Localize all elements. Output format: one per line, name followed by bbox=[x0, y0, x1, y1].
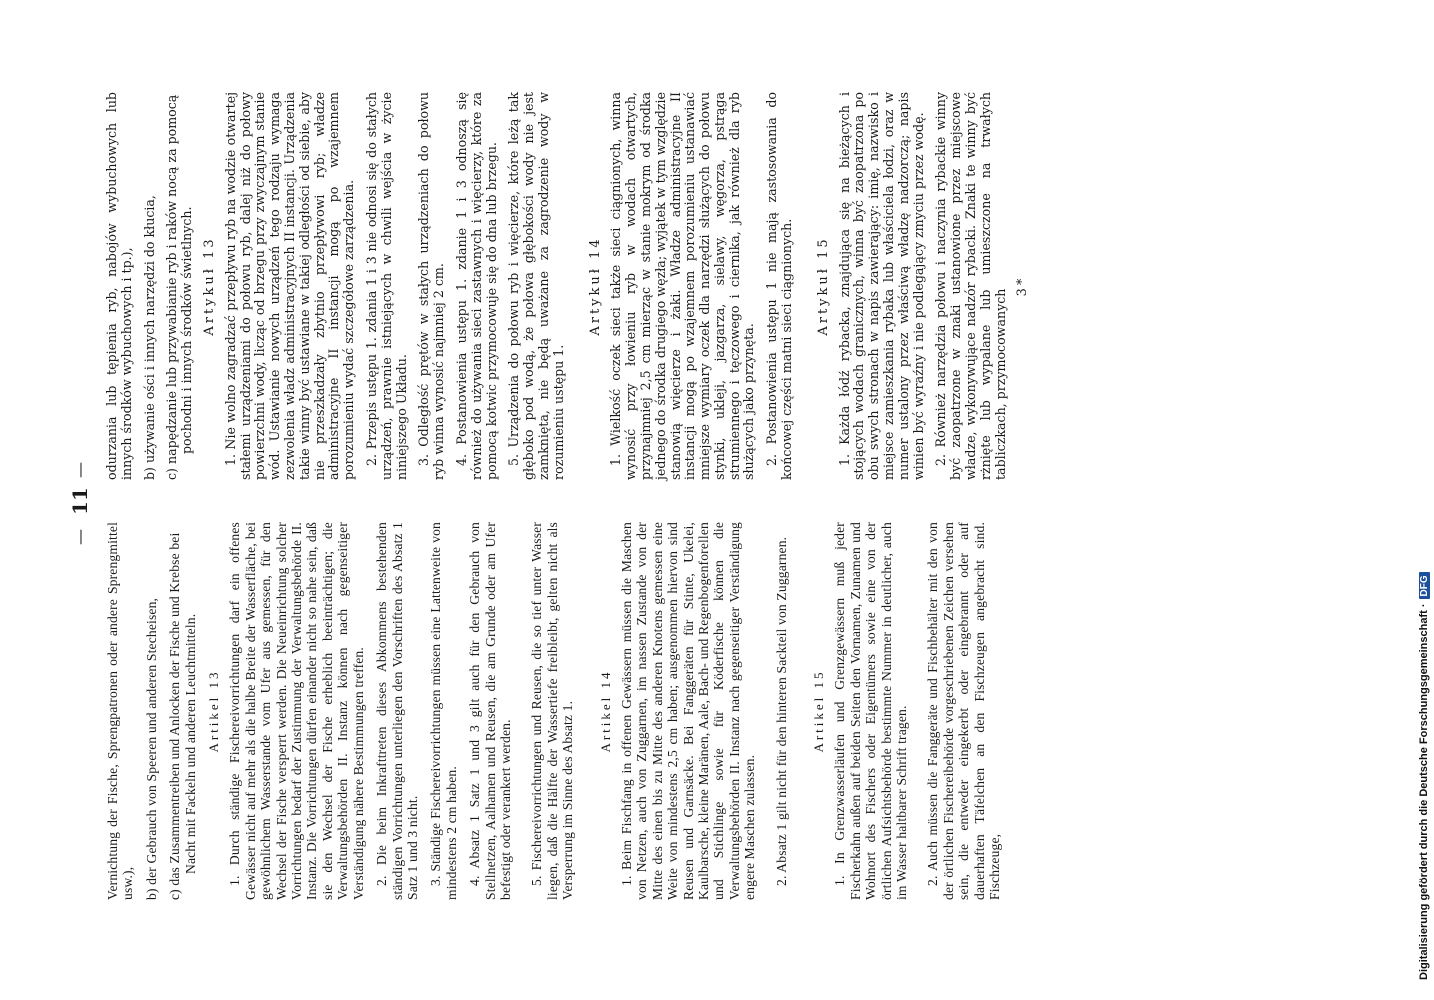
polish-article-13-title: Artykuł 13 bbox=[201, 236, 217, 336]
polish-art13-p3: 3. Odległość prętów w stałych urządzeniach do połowu ryb winna wynosić najmniej 2 cm. bbox=[416, 92, 447, 480]
german-intro: Vernichtung der Fische, Sprengpatronen oder andere Sprengmittel usw.), bbox=[105, 522, 136, 900]
german-article-15-title: Artikel 15 bbox=[811, 669, 827, 753]
polish-item-c: c) napędzanie lub przywabianie ryb i raków nocą za pomocą pochodni i innych środków świetlnych. bbox=[164, 94, 195, 480]
polish-art14-p1: 1. Wielkość oczek sieci także sieci ciągnionych, winna wynosić przy łowieniu ryb w wodach otwartych, przynajmniej 2,5 cm mierząc w stanie mokrym od środka jednego do środka drugiego węzła; wyjątek w tym względzie stanowią więcierze i żaki. Władze administracyjne II instancji mogą po wzajemnem porozumieniu ustanawiać mniejsze wymiary oczek dla narzędzi służących do połowu stynki, ukleji, jazgarza, sielawy, węgorza, pstrąga strumiennego i tęczowego i ciernika, jak również dla ryb służących jako przynęta. bbox=[608, 92, 757, 480]
polish-art13-p5: 5. Urządzenia do połowu ryb i więcierze, które leżą tak głęboko pod wodą, że połowa głębokości wody nie jest zamknięta, nie będą uważane za zagrodzenie wody w rozumieniu ustępu 1. bbox=[506, 92, 566, 480]
header-dash-right: — bbox=[70, 462, 89, 478]
german-art13-p3: 3. Ständige Fischereivorrichtungen müssen eine Lattenweite von mindestens 2 cm haben. bbox=[428, 522, 459, 900]
polish-column bbox=[105, 92, 1037, 480]
polish-art13-p1: 1. Nie wolno zagradzać przepływu ryb na wodzie otwartej stałemi urządzeniami do połowu ryb, dalej niż do połowy powierzchni wody, licząc od brzegu przy zwyczajnym stanie wód. Ustawianie nowych urządzeń tego rodzaju wymaga zezwolenia władz administracyjnych II instancji. Urządzenia takie winny być ustawiane w takiej odległości od siebie, aby nie przeszkadzały zbytnio przepływowi ryb; władze administracyjne II instancji mogą po wzajemnem porozumieniu wydać szczegółowe zarządzenia. bbox=[222, 92, 357, 480]
german-art13-p1: 1. Durch ständige Fischereivorrichtungen darf ein offenes Gewässer nicht auf mehr als die halbe Breite der Wasserfläche, bei gewöhnlichem Wasserstande vom Ufer aus gemessen, für den Wechsel der Fische versperrt werden. Die Neueinrichtung solcher Vorrichtungen bedarf der Zustimmung der Verwaltungsbehörde II. Instanz. Die Vorrichtungen dürfen einander nicht so nahe sein, daß sie den Wechsel der Fische erheblich beeinträchtigen; die Verwaltungsbehörden II. Instanz können nach gegenseitiger Verständigung nähere Bestimmungen treffen. bbox=[227, 522, 366, 900]
digitization-credit bbox=[1418, 0, 1430, 980]
polish-art13-p4: 4. Postanowienia ustępu 1. zdanie 1 i 3 odnoszą się również do używania sieci zastawnych i więcierzy, które za pomocą kotwic przymocowuje się do dna lub brzegu. bbox=[453, 92, 499, 480]
german-article-13-title: Artikel 13 bbox=[206, 669, 222, 753]
page-number: 11 bbox=[68, 487, 92, 515]
german-art13-p5: 5. Fischereivorrichtungen und Reusen, die so tief unter Wasser liegen, daß die Hälfte der Wassertiefe freibleibt, gelten nicht als Versperrung im Sinne des Absatz 1. bbox=[529, 522, 576, 900]
dfg-logo: DFG bbox=[1419, 572, 1430, 599]
signature-mark: 3* bbox=[1015, 275, 1031, 297]
polish-article-14-title: Artykuł 14 bbox=[587, 236, 603, 336]
polish-item-b: b) używanie ości i innych narzędzi do kłucia, bbox=[141, 195, 157, 480]
german-art15-p1: 1. In Grenzwasserläufen und Grenzgewässern muß jeder Fischerkahn außen auf beiden Seiten den Vornamen, Zunamen und Wohnort des Fischers oder Eigentümers sowie eine von der örtlichen Aufsichtsbehörde bestimmte Nummer in deutlicher, auch im Wasser haltbarer Schrift tragen. bbox=[832, 522, 910, 900]
polish-art15-p2: 2. Również narzędzia połowu i naczynia rybackie winny być zaopatrzone w znaki ustanowione przez miejscowe władze, wykonywujące nadzór rybacki. Znaki te winny być rżnięte lub wypalane lub umieszczone na trwałych tabliczkach, przymocowanych bbox=[933, 92, 1008, 480]
german-item-c: c) das Zusammentreiben und Anlocken der Fische und Krebse bei Nacht mit Fackeln und anderen Leuchtmitteln. bbox=[167, 532, 198, 900]
page-header bbox=[68, 0, 108, 1000]
credit-text: Digitalisierung gefördert durch die Deutsche Forschungsgemeinschaft · bbox=[1418, 603, 1430, 980]
german-art14-p2: 2. Absatz 1 gilt nicht für den hinteren Sackteil von Zuggarnen. bbox=[773, 536, 789, 886]
german-article-14-title: Artikel 14 bbox=[597, 669, 613, 753]
german-column bbox=[105, 522, 1011, 900]
german-art13-p2: 2. Die beim Inkrafttreten dieses Abkommens bestehenden ständigen Vorrichtungen unterliegen den Vorschriften des Absatz 1 Satz 1 und 3 nicht. bbox=[374, 522, 420, 900]
german-art13-p4: 4. Absatz 1 Satz 1 und 3 gilt auch für den Gebrauch von Stellnetzen, Aalhamen und Reusen, die am Grunde oder am Ufer befestigt oder verankert werden. bbox=[467, 522, 513, 900]
polish-art14-p2: 2. Postanowienia ustępu 1 nie mają zastosowania do końcowej części matni sieci ciągnionych. bbox=[764, 92, 795, 480]
polish-intro: odurzania lub tępienia ryb, nabojów wybuchowych lub innych środków wybuchowych i tp.), bbox=[104, 92, 134, 480]
polish-art13-p2: 2. Przepis ustępu 1. zdania 1 i 3 nie odnosi się do stałych urządzeń, prawnie istniejących w chwili wejścia w życie niniejszego Układu. bbox=[363, 92, 409, 480]
german-art15-p2: 2. Auch müssen die Fanggeräte und Fischbehälter mit den von der örtlichen Fischereibehörde vorgeschriebenen Zeichen versehen sein, die entweder eingekerbt oder eingebrannt oder auf dauerhaften Täfelchen an den Fischzeugen angebracht sind. Fischzeuge, bbox=[925, 522, 1003, 900]
polish-art15-p1: 1. Każda łódź rybacka, znajdująca się na bieżących i stojących wodach granicznych, winna być zaopatrzona po obu swych stronach w napis zawierający: imię, nazwisko i miejsce zamieszkania rybaka lub właściciela łodzi, oraz w numer ustalony przez właściwą władzę nadzorczą; napis winien być wyraźny i nie podlegający zmyciu przez wodę. bbox=[836, 92, 926, 480]
german-item-b: b) der Gebrauch von Speeren und anderen Stecheisen, bbox=[143, 597, 159, 900]
polish-article-15-title: Artykuł 15 bbox=[815, 236, 831, 336]
german-art14-p1: 1. Beim Fischfang in offenen Gewässern müssen die Maschen von Netzen, auch von Zuggarnen, im nassen Zustande von der Mitte des einen bis zu Mitte des anderen Knotens gemessen eine Weite von mindestens 2,5 cm haben; ausgenommen hiervon sind Reusen und Garnsäcke. Bei Fanggeräten für Stinte, Ukelei, Kaulbarsche, kleine Maränen, Aale, Bach- und Regenbogenforellen und Stichlinge sowie für Köderfische können die Verwaltungsbehörden II. Instanz nach gegenseitiger Verständigung engere Maschen zulassen. bbox=[618, 522, 758, 900]
header-dash-left: — bbox=[70, 529, 89, 545]
